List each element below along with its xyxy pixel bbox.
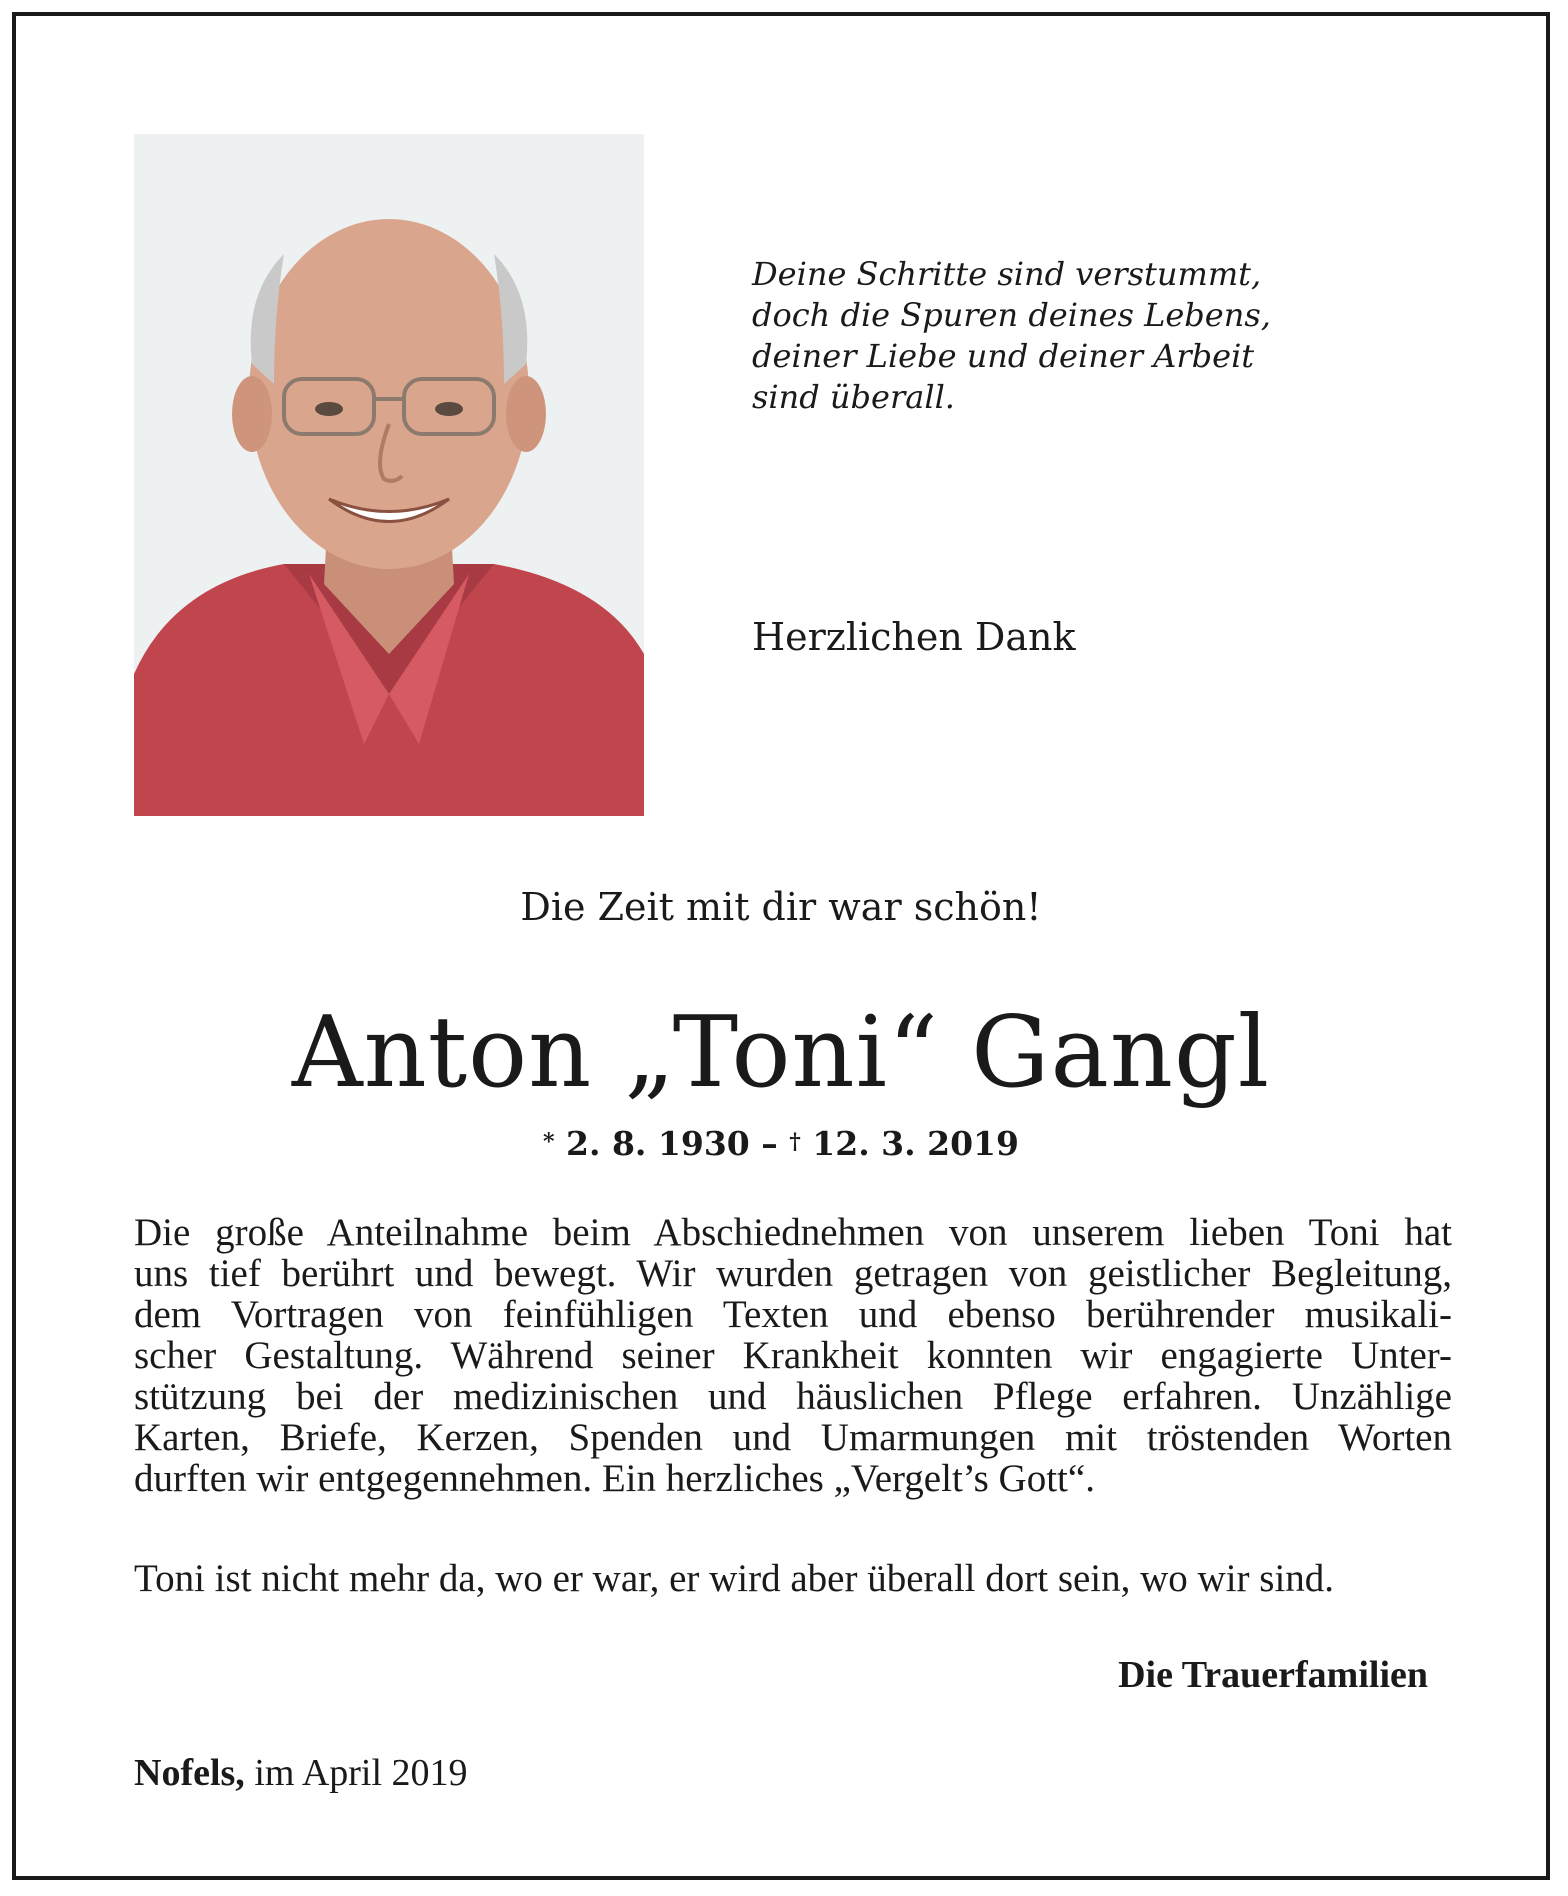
thanks-heading: Herzlichen Dank bbox=[752, 615, 1076, 659]
obituary-card bbox=[12, 12, 1550, 1880]
body-line: dem Vortragen von feinfühligen Texten und ebenso berührender musikali- bbox=[134, 1293, 1452, 1336]
thank-you-text bbox=[134, 1212, 1452, 1499]
portrait-photo bbox=[134, 134, 644, 816]
death-date: 12. 3. 2019 bbox=[812, 1124, 1019, 1163]
quote-line: doch die Spuren deines Lebens, bbox=[752, 296, 1271, 334]
birth-symbol: * bbox=[543, 1129, 555, 1155]
body-line: Die große Anteilnahme beim Abschiednehmen von unserem lieben Toni hat bbox=[134, 1211, 1452, 1254]
signature: Die Trauerfamilien bbox=[1118, 1654, 1428, 1696]
memorial-quote bbox=[752, 254, 1312, 418]
closing-sentence: Toni ist nicht mehr da, wo er war, er wird aber überall dort sein, wo wir sind. bbox=[134, 1557, 1335, 1600]
tagline: Die Zeit mit dir war schön! bbox=[520, 885, 1042, 929]
deceased-name: Anton „Toni“ Gangl bbox=[291, 996, 1271, 1110]
place-and-date bbox=[134, 1750, 468, 1796]
body-line: durften wir entgegennehmen. Ein herzliches „Vergelt’s Gott“. bbox=[134, 1457, 1095, 1500]
life-dates bbox=[16, 1124, 1546, 1164]
quote-line: deiner Liebe und deiner Arbeit bbox=[752, 337, 1255, 375]
quote-line: Deine Schritte sind verstummt, bbox=[752, 255, 1262, 293]
body-line: Karten, Briefe, Kerzen, Spenden und Umarmungen mit tröstenden Worten bbox=[134, 1416, 1452, 1459]
body-line: scher Gestaltung. Während seiner Krankheit konnten wir engagierte Unter- bbox=[134, 1334, 1452, 1377]
portrait-illustration bbox=[134, 134, 644, 816]
quote-line: sind überall. bbox=[752, 378, 955, 416]
body-line: stützung bei der medizinischen und häuslichen Pflege erfahren. Unzählige bbox=[134, 1375, 1452, 1418]
birth-date: 2. 8. 1930 bbox=[566, 1124, 750, 1163]
date-separator: – bbox=[761, 1124, 778, 1163]
death-symbol: † bbox=[789, 1129, 801, 1155]
place-date: im April 2019 bbox=[254, 1752, 468, 1794]
body-line: uns tief berührt und bewegt. Wir wurden getragen von geistlicher Begleitung, bbox=[134, 1252, 1452, 1295]
place-town: Nofels, bbox=[134, 1752, 245, 1794]
